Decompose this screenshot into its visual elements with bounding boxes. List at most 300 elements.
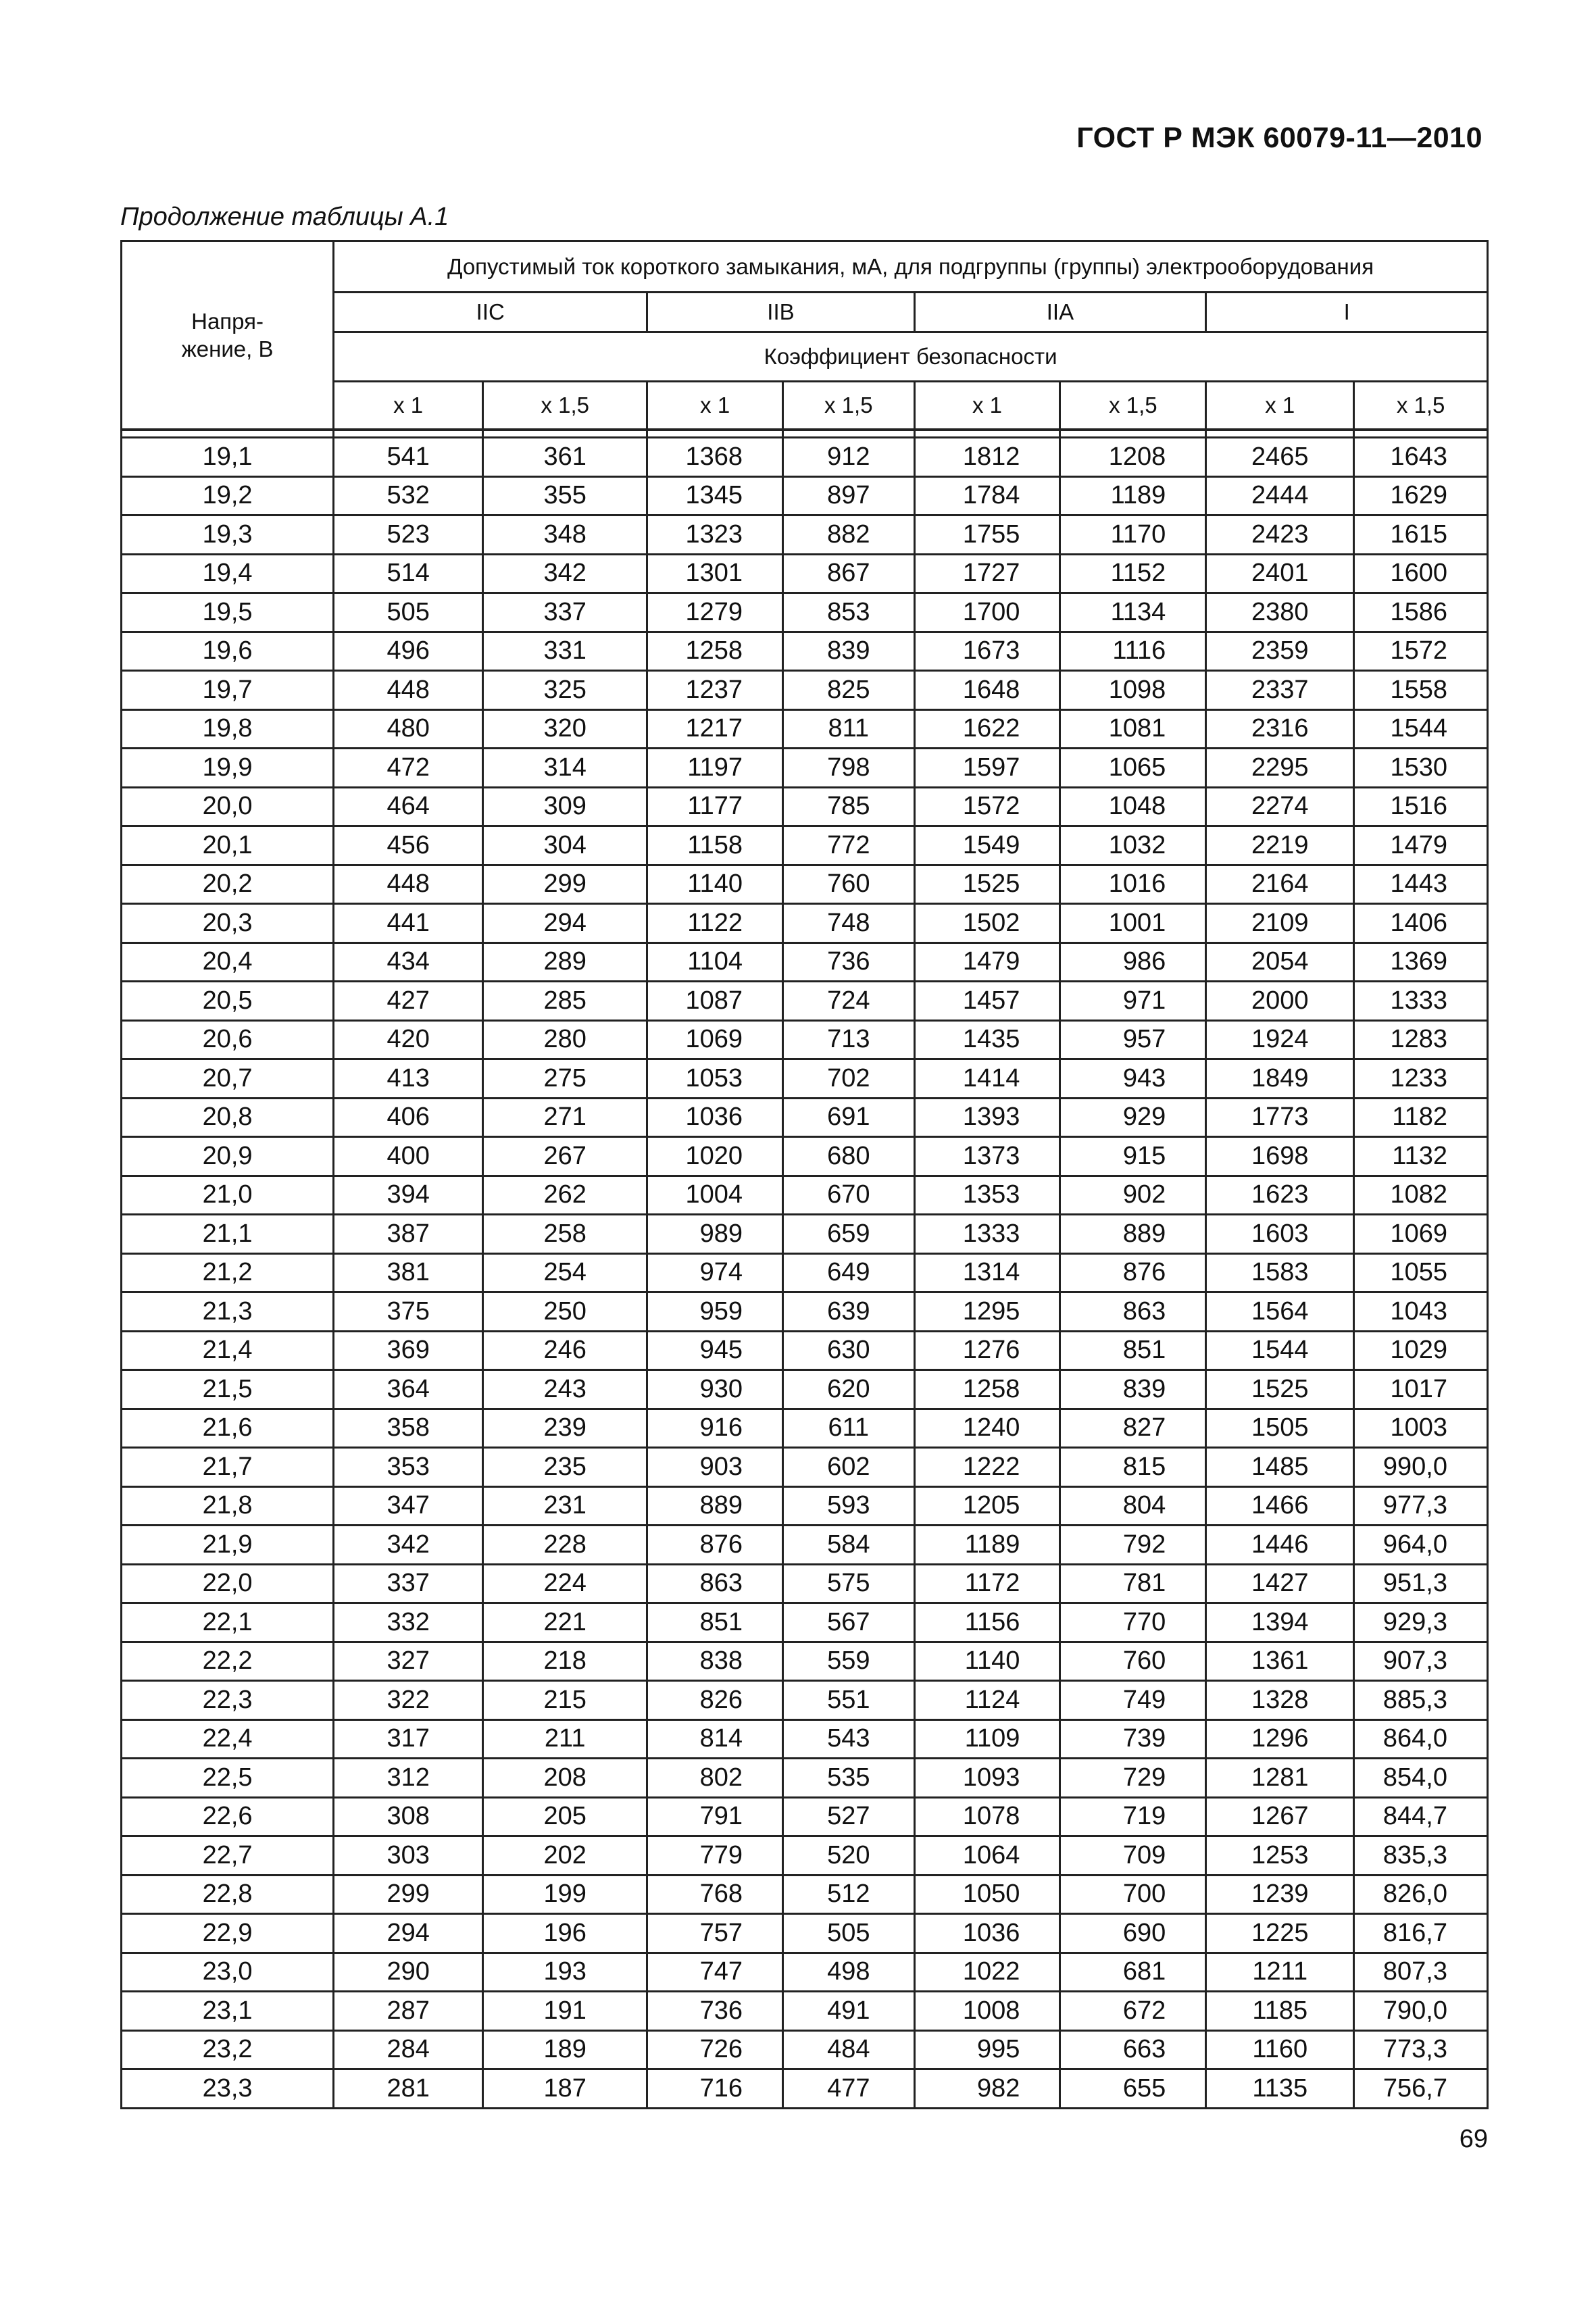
iib-x1-cell: 1345 <box>647 476 783 515</box>
table-row <box>122 1836 1488 1876</box>
voltage-cell: 22,9 <box>122 1914 334 1953</box>
iic-x1-cell: 358 <box>334 1409 483 1448</box>
iic-x15-cell: 254 <box>483 1253 647 1292</box>
table-row <box>122 1875 1488 1914</box>
iib-x15-cell: 760 <box>783 865 915 904</box>
iib-x15-cell: 772 <box>783 826 915 865</box>
iib-x1-cell: 851 <box>647 1603 783 1642</box>
table-row <box>122 515 1488 555</box>
i-x1-cell: 1623 <box>1206 1176 1354 1215</box>
iia-x15-cell: 815 <box>1060 1448 1206 1487</box>
iia-x15-cell: 700 <box>1060 1875 1206 1914</box>
i-x1-cell: 1698 <box>1206 1137 1354 1176</box>
iia-x1-cell: 1172 <box>914 1564 1060 1603</box>
iib-x1-cell: 1258 <box>647 632 783 671</box>
i-x15-cell: 1530 <box>1354 749 1488 788</box>
voltage-cell: 21,9 <box>122 1526 334 1565</box>
iia-x15-cell: 792 <box>1060 1526 1206 1565</box>
i-x15-cell: 844,7 <box>1354 1797 1488 1836</box>
iia-x15-cell: 719 <box>1060 1797 1206 1836</box>
iia-x15-cell: 681 <box>1060 1953 1206 1992</box>
voltage-cell: 22,7 <box>122 1836 334 1876</box>
iic-x15-cell: 337 <box>483 593 647 632</box>
iia-x1-cell: 1078 <box>914 1797 1060 1836</box>
iia-x1-cell: 1189 <box>914 1526 1060 1565</box>
i-x15-cell: 854,0 <box>1354 1759 1488 1798</box>
voltage-cell: 20,8 <box>122 1098 334 1137</box>
table-row <box>122 2030 1488 2069</box>
iib-x15-cell: 798 <box>783 749 915 788</box>
iic-x1-cell: 332 <box>334 1603 483 1642</box>
iic-x15-cell: 309 <box>483 787 647 826</box>
voltage-cell: 23,0 <box>122 1953 334 1992</box>
i-x15-cell: 907,3 <box>1354 1642 1488 1681</box>
i-x15-cell: 807,3 <box>1354 1953 1488 1992</box>
iib-x1-cell: 716 <box>647 2069 783 2109</box>
i-x15-cell: 864,0 <box>1354 1719 1488 1759</box>
i-x1-cell: 2444 <box>1206 476 1354 515</box>
iia-x15-cell: 804 <box>1060 1486 1206 1526</box>
iia-x15-cell: 655 <box>1060 2069 1206 2109</box>
iia-x1-cell: 1140 <box>914 1642 1060 1681</box>
i-x1-cell: 2295 <box>1206 749 1354 788</box>
table-row <box>122 1797 1488 1836</box>
iib-x15-cell: 785 <box>783 787 915 826</box>
iic-x15-cell: 239 <box>483 1409 647 1448</box>
i-x1-cell: 2401 <box>1206 554 1354 593</box>
i-x1-cell: 1394 <box>1206 1603 1354 1642</box>
iic-x15-cell: 246 <box>483 1331 647 1370</box>
table-row <box>122 1331 1488 1370</box>
voltage-cell: 20,7 <box>122 1059 334 1099</box>
i-x15-cell: 1600 <box>1354 554 1488 593</box>
iia-x15-cell: 1001 <box>1060 904 1206 943</box>
iia-x1-cell: 995 <box>914 2030 1060 2069</box>
iib-x15-cell: 713 <box>783 1020 915 1059</box>
voltage-cell: 20,4 <box>122 942 334 982</box>
iib-x1-cell: 791 <box>647 1797 783 1836</box>
i-x15-cell: 1586 <box>1354 593 1488 632</box>
iia-x1-cell: 1205 <box>914 1486 1060 1526</box>
iia-x15-cell: 729 <box>1060 1759 1206 1798</box>
voltage-cell: 19,1 <box>122 438 334 477</box>
iic-x15-cell: 211 <box>483 1719 647 1759</box>
iib-x1-cell: 959 <box>647 1292 783 1332</box>
iib-x1-cell: 1053 <box>647 1059 783 1099</box>
iic-x15-cell: 199 <box>483 1875 647 1914</box>
table-row <box>122 1914 1488 1953</box>
table-row <box>122 2069 1488 2109</box>
i-x1-cell: 1160 <box>1206 2030 1354 2069</box>
iic-x1-cell: 290 <box>334 1953 483 1992</box>
table-row <box>122 1292 1488 1332</box>
iib-x15-cell: 702 <box>783 1059 915 1099</box>
iib-x15-cell: 498 <box>783 1953 915 1992</box>
iia-x15-cell: 672 <box>1060 1992 1206 2031</box>
table-row <box>122 709 1488 749</box>
iia-x1-cell: 1457 <box>914 982 1060 1021</box>
iic-x1-cell: 284 <box>334 2030 483 2069</box>
iia-x1-cell: 1050 <box>914 1875 1060 1914</box>
i-x15-cell: 1544 <box>1354 709 1488 749</box>
iic-x15-cell: 187 <box>483 2069 647 2109</box>
voltage-cell: 21,3 <box>122 1292 334 1332</box>
iia-x15-cell: 915 <box>1060 1137 1206 1176</box>
voltage-cell: 19,5 <box>122 593 334 632</box>
iia-x15-cell: 1116 <box>1060 632 1206 671</box>
iib-x1-cell: 1368 <box>647 438 783 477</box>
i-x15-cell: 1615 <box>1354 515 1488 555</box>
i-x1-cell: 1603 <box>1206 1215 1354 1254</box>
i-x15-cell: 1479 <box>1354 826 1488 865</box>
i-x15-cell: 1182 <box>1354 1098 1488 1137</box>
iib-x15-cell: 630 <box>783 1331 915 1370</box>
table-row <box>122 982 1488 1021</box>
factor-header: х 1,5 <box>1060 382 1206 430</box>
iic-x1-cell: 299 <box>334 1875 483 1914</box>
iib-x15-cell: 484 <box>783 2030 915 2069</box>
i-x1-cell: 1446 <box>1206 1526 1354 1565</box>
iic-x1-cell: 427 <box>334 982 483 1021</box>
iia-x1-cell: 1597 <box>914 749 1060 788</box>
iia-x15-cell: 1081 <box>1060 709 1206 749</box>
iia-x1-cell: 1648 <box>914 671 1060 710</box>
iib-x1-cell: 757 <box>647 1914 783 1953</box>
iib-x15-cell: 620 <box>783 1370 915 1409</box>
iia-x1-cell: 1479 <box>914 942 1060 982</box>
iic-x1-cell: 448 <box>334 865 483 904</box>
iib-x15-cell: 659 <box>783 1215 915 1254</box>
iia-x15-cell: 863 <box>1060 1292 1206 1332</box>
iic-x1-cell: 387 <box>334 1215 483 1254</box>
iia-x1-cell: 1036 <box>914 1914 1060 1953</box>
iib-x15-cell: 867 <box>783 554 915 593</box>
group-i-header: I <box>1206 293 1488 332</box>
iic-x1-cell: 420 <box>334 1020 483 1059</box>
voltage-cell: 21,0 <box>122 1176 334 1215</box>
iia-x1-cell: 1333 <box>914 1215 1060 1254</box>
iib-x1-cell: 802 <box>647 1759 783 1798</box>
iic-x1-cell: 456 <box>334 826 483 865</box>
group-iia-header: IIA <box>914 293 1206 332</box>
i-x15-cell: 816,7 <box>1354 1914 1488 1953</box>
i-x15-cell: 951,3 <box>1354 1564 1488 1603</box>
i-x1-cell: 1583 <box>1206 1253 1354 1292</box>
voltage-cell: 22,5 <box>122 1759 334 1798</box>
iic-x15-cell: 348 <box>483 515 647 555</box>
iib-x1-cell: 916 <box>647 1409 783 1448</box>
iia-x1-cell: 1008 <box>914 1992 1060 2031</box>
factor-header: х 1,5 <box>783 382 915 430</box>
iib-x15-cell: 527 <box>783 1797 915 1836</box>
voltage-column-header <box>122 241 334 430</box>
table-row <box>122 1020 1488 1059</box>
iia-x1-cell: 1353 <box>914 1176 1060 1215</box>
i-x15-cell: 835,3 <box>1354 1836 1488 1876</box>
voltage-cell: 22,0 <box>122 1564 334 1603</box>
iic-x15-cell: 331 <box>483 632 647 671</box>
iia-x1-cell: 1295 <box>914 1292 1060 1332</box>
voltage-cell: 21,7 <box>122 1448 334 1487</box>
i-x1-cell: 2054 <box>1206 942 1354 982</box>
voltage-cell: 22,3 <box>122 1681 334 1720</box>
iia-x15-cell: 781 <box>1060 1564 1206 1603</box>
iic-x1-cell: 308 <box>334 1797 483 1836</box>
iia-x1-cell: 1572 <box>914 787 1060 826</box>
i-x1-cell: 1135 <box>1206 2069 1354 2109</box>
iib-x15-cell: 611 <box>783 1409 915 1448</box>
i-x1-cell: 1773 <box>1206 1098 1354 1137</box>
iia-x1-cell: 1622 <box>914 709 1060 749</box>
iib-x15-cell: 680 <box>783 1137 915 1176</box>
voltage-cell: 19,7 <box>122 671 334 710</box>
iia-x1-cell: 1393 <box>914 1098 1060 1137</box>
iib-x15-cell: 748 <box>783 904 915 943</box>
iib-x1-cell: 876 <box>647 1526 783 1565</box>
table-row <box>122 1253 1488 1292</box>
factor-header: х 1 <box>647 382 783 430</box>
iic-x15-cell: 342 <box>483 554 647 593</box>
iia-x15-cell: 943 <box>1060 1059 1206 1099</box>
table-row <box>122 1098 1488 1137</box>
iib-x1-cell: 779 <box>647 1836 783 1876</box>
i-x15-cell: 826,0 <box>1354 1875 1488 1914</box>
i-x15-cell: 1406 <box>1354 904 1488 943</box>
iic-x1-cell: 434 <box>334 942 483 982</box>
iib-x15-cell: 512 <box>783 1875 915 1914</box>
safety-factor-header: Коэффициент безопасности <box>334 332 1488 382</box>
voltage-header-line: жение, В <box>181 336 274 361</box>
table-row <box>122 632 1488 671</box>
table-row <box>122 1526 1488 1565</box>
iib-x15-cell: 825 <box>783 671 915 710</box>
i-x15-cell: 773,3 <box>1354 2030 1488 2069</box>
iic-x15-cell: 208 <box>483 1759 647 1798</box>
iib-x1-cell: 1069 <box>647 1020 783 1059</box>
iib-x15-cell: 491 <box>783 1992 915 2031</box>
voltage-cell: 21,2 <box>122 1253 334 1292</box>
i-x15-cell: 1572 <box>1354 632 1488 671</box>
factor-header: х 1 <box>1206 382 1354 430</box>
factor-header: х 1,5 <box>1354 382 1488 430</box>
i-x15-cell: 990,0 <box>1354 1448 1488 1487</box>
iic-x15-cell: 325 <box>483 671 647 710</box>
iic-x1-cell: 464 <box>334 787 483 826</box>
table-row <box>122 476 1488 515</box>
iib-x1-cell: 826 <box>647 1681 783 1720</box>
voltage-cell: 21,5 <box>122 1370 334 1409</box>
i-x1-cell: 2000 <box>1206 982 1354 1021</box>
voltage-cell: 22,6 <box>122 1797 334 1836</box>
i-x15-cell: 964,0 <box>1354 1526 1488 1565</box>
i-x15-cell: 1082 <box>1354 1176 1488 1215</box>
i-x15-cell: 1333 <box>1354 982 1488 1021</box>
iia-x15-cell: 876 <box>1060 1253 1206 1292</box>
iia-x15-cell: 839 <box>1060 1370 1206 1409</box>
iia-x1-cell: 1222 <box>914 1448 1060 1487</box>
i-x15-cell: 1643 <box>1354 438 1488 477</box>
i-x15-cell: 1369 <box>1354 942 1488 982</box>
voltage-cell: 23,3 <box>122 2069 334 2109</box>
voltage-cell: 20,6 <box>122 1020 334 1059</box>
iib-x1-cell: 1197 <box>647 749 783 788</box>
iib-x15-cell: 567 <box>783 1603 915 1642</box>
i-x1-cell: 2423 <box>1206 515 1354 555</box>
i-x15-cell: 1017 <box>1354 1370 1488 1409</box>
group-header: Допустимый ток короткого замыкания, мА, для подгруппы (группы) электрооборудования <box>334 241 1488 293</box>
iia-x15-cell: 902 <box>1060 1176 1206 1215</box>
iic-x1-cell: 342 <box>334 1526 483 1565</box>
iib-x15-cell: 853 <box>783 593 915 632</box>
voltage-cell: 21,1 <box>122 1215 334 1254</box>
iic-x1-cell: 541 <box>334 438 483 477</box>
iib-x1-cell: 1122 <box>647 904 783 943</box>
iic-x1-cell: 448 <box>334 671 483 710</box>
iic-x1-cell: 514 <box>334 554 483 593</box>
iic-x15-cell: 235 <box>483 1448 647 1487</box>
group-iib-header: IIB <box>647 293 914 332</box>
iic-x15-cell: 243 <box>483 1370 647 1409</box>
table-row <box>122 1370 1488 1409</box>
iia-x1-cell: 1124 <box>914 1681 1060 1720</box>
iib-x1-cell: 1087 <box>647 982 783 1021</box>
iib-x1-cell: 838 <box>647 1642 783 1681</box>
iia-x15-cell: 827 <box>1060 1409 1206 1448</box>
iia-x1-cell: 1549 <box>914 826 1060 865</box>
iia-x1-cell: 1314 <box>914 1253 1060 1292</box>
voltage-cell: 20,0 <box>122 787 334 826</box>
iic-x1-cell: 400 <box>334 1137 483 1176</box>
iic-x1-cell: 406 <box>334 1098 483 1137</box>
iic-x1-cell: 375 <box>334 1292 483 1332</box>
i-x15-cell: 1055 <box>1354 1253 1488 1292</box>
iia-x15-cell: 770 <box>1060 1603 1206 1642</box>
iib-x1-cell: 945 <box>647 1331 783 1370</box>
iic-x15-cell: 218 <box>483 1642 647 1681</box>
iia-x15-cell: 690 <box>1060 1914 1206 1953</box>
i-x1-cell: 1485 <box>1206 1448 1354 1487</box>
voltage-cell: 20,1 <box>122 826 334 865</box>
iia-x15-cell: 851 <box>1060 1331 1206 1370</box>
i-x1-cell: 2219 <box>1206 826 1354 865</box>
iib-x15-cell: 639 <box>783 1292 915 1332</box>
iia-x1-cell: 982 <box>914 2069 1060 2109</box>
iib-x1-cell: 1279 <box>647 593 783 632</box>
table-row <box>122 749 1488 788</box>
iib-x15-cell: 602 <box>783 1448 915 1487</box>
factor-header: х 1 <box>334 382 483 430</box>
iib-x1-cell: 1237 <box>647 671 783 710</box>
table-caption: Продолжение таблицы А.1 <box>120 203 449 231</box>
voltage-cell: 20,9 <box>122 1137 334 1176</box>
iib-x15-cell: 551 <box>783 1681 915 1720</box>
iia-x15-cell: 1152 <box>1060 554 1206 593</box>
iib-x15-cell: 811 <box>783 709 915 749</box>
i-x1-cell: 1525 <box>1206 1370 1354 1409</box>
iic-x15-cell: 196 <box>483 1914 647 1953</box>
iic-x1-cell: 347 <box>334 1486 483 1526</box>
iic-x15-cell: 271 <box>483 1098 647 1137</box>
iic-x1-cell: 287 <box>334 1992 483 2031</box>
iia-x1-cell: 1414 <box>914 1059 1060 1099</box>
i-x1-cell: 2337 <box>1206 671 1354 710</box>
iic-x1-cell: 322 <box>334 1681 483 1720</box>
iia-x1-cell: 1755 <box>914 515 1060 555</box>
iic-x1-cell: 369 <box>334 1331 483 1370</box>
i-x15-cell: 1558 <box>1354 671 1488 710</box>
table-row <box>122 1759 1488 1798</box>
i-x15-cell: 1516 <box>1354 787 1488 826</box>
i-x15-cell: 977,3 <box>1354 1486 1488 1526</box>
iib-x15-cell: 897 <box>783 476 915 515</box>
i-x1-cell: 2164 <box>1206 865 1354 904</box>
i-x1-cell: 2465 <box>1206 438 1354 477</box>
iic-x15-cell: 193 <box>483 1953 647 1992</box>
iic-x1-cell: 327 <box>334 1642 483 1681</box>
iia-x15-cell: 1189 <box>1060 476 1206 515</box>
i-x1-cell: 1296 <box>1206 1719 1354 1759</box>
i-x15-cell: 1043 <box>1354 1292 1488 1332</box>
i-x1-cell: 1361 <box>1206 1642 1354 1681</box>
iib-x15-cell: 736 <box>783 942 915 982</box>
i-x1-cell: 1466 <box>1206 1486 1354 1526</box>
iia-x1-cell: 1784 <box>914 476 1060 515</box>
iib-x1-cell: 903 <box>647 1448 783 1487</box>
i-x1-cell: 1427 <box>1206 1564 1354 1603</box>
iia-x1-cell: 1093 <box>914 1759 1060 1798</box>
iib-x1-cell: 736 <box>647 1992 783 2031</box>
table-row <box>122 1486 1488 1526</box>
current-limits-table <box>120 240 1489 2109</box>
iia-x1-cell: 1727 <box>914 554 1060 593</box>
iib-x15-cell: 593 <box>783 1486 915 1526</box>
table-row <box>122 787 1488 826</box>
iia-x15-cell: 971 <box>1060 982 1206 1021</box>
iic-x15-cell: 231 <box>483 1486 647 1526</box>
voltage-cell: 19,9 <box>122 749 334 788</box>
iic-x1-cell: 337 <box>334 1564 483 1603</box>
iic-x15-cell: 320 <box>483 709 647 749</box>
i-x1-cell: 1564 <box>1206 1292 1354 1332</box>
table-row <box>122 1564 1488 1603</box>
voltage-cell: 21,8 <box>122 1486 334 1526</box>
table-row <box>122 1059 1488 1099</box>
iib-x1-cell: 863 <box>647 1564 783 1603</box>
iic-x1-cell: 480 <box>334 709 483 749</box>
iib-x1-cell: 1158 <box>647 826 783 865</box>
table-row <box>122 1176 1488 1215</box>
document-standard-header: ГОСТ Р МЭК 60079-11—2010 <box>1076 122 1482 154</box>
iic-x15-cell: 314 <box>483 749 647 788</box>
table-row <box>122 942 1488 982</box>
iib-x1-cell: 1020 <box>647 1137 783 1176</box>
iic-x1-cell: 523 <box>334 515 483 555</box>
voltage-cell: 20,2 <box>122 865 334 904</box>
iia-x1-cell: 1673 <box>914 632 1060 671</box>
i-x1-cell: 1544 <box>1206 1331 1354 1370</box>
voltage-cell: 20,5 <box>122 982 334 1021</box>
iib-x15-cell: 535 <box>783 1759 915 1798</box>
voltage-cell: 20,3 <box>122 904 334 943</box>
factor-header: х 1 <box>914 382 1060 430</box>
iia-x15-cell: 1032 <box>1060 826 1206 865</box>
iia-x1-cell: 1109 <box>914 1719 1060 1759</box>
iic-x1-cell: 532 <box>334 476 483 515</box>
i-x1-cell: 1281 <box>1206 1759 1354 1798</box>
iia-x15-cell: 1208 <box>1060 438 1206 477</box>
table-body <box>122 430 1488 2108</box>
iia-x1-cell: 1812 <box>914 438 1060 477</box>
